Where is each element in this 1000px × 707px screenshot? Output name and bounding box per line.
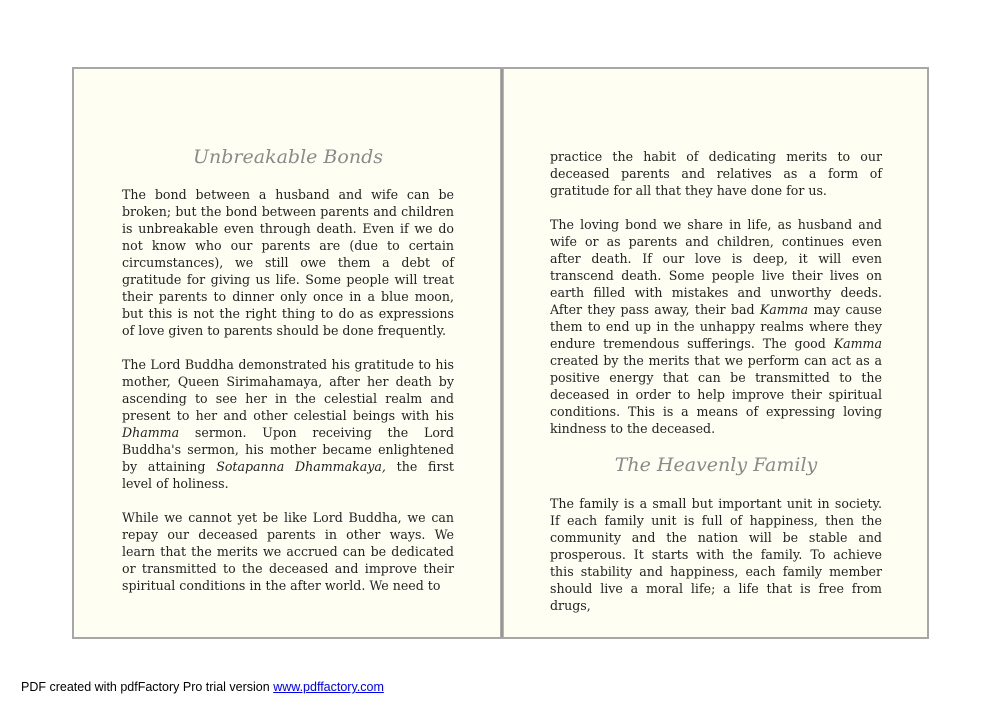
pdf-footer <box>21 680 384 694</box>
right-page-title: The Heavenly Family <box>614 454 818 476</box>
right-p2-text-c: may cause them to end up in the unhappy realms where they endure tremendous sufferings. The good <box>550 302 882 351</box>
left-page <box>74 69 500 637</box>
footer-link[interactable]: www.pdffactory.com <box>273 680 384 694</box>
right-page-content <box>550 148 882 614</box>
right-page <box>504 69 927 637</box>
left-page-content <box>122 146 454 594</box>
left-page-title: Unbreakable Bonds <box>193 146 383 168</box>
left-p2-italic-dhamma: Dhamma <box>122 425 180 440</box>
right-paragraph-3: The family is a small but important unit in society. If each family unit is full of happiness, then the community and the nation will be stable and prosperous. It starts with the family. To achieve this stability and happiness, each family member should live a moral life; a life that is free from drugs, <box>550 496 882 613</box>
left-p2-text-c: sermon. Upon receiving the Lord Buddha's sermon, his mother became enlightened by attaining <box>122 425 454 474</box>
book-spread <box>72 67 929 639</box>
right-p2-text-e: created by the merits that we perform can act as a positive energy that can be transmitted to the deceased in order to help improve their spiritual conditions. This is a means of expressing loving kindness to the deceased. <box>550 353 882 436</box>
right-p2-italic-kamma-1: Kamma <box>759 302 809 317</box>
left-p2-italic-sotapanna: Sotapanna Dhammakaya, <box>216 459 386 474</box>
right-paragraph-1: practice the habit of dedicating merits to our deceased parents and relatives as a form of gratitude for all that they have done for us. <box>550 149 882 198</box>
left-p2-text-a: The Lord Buddha demonstrated his gratitude to his mother, Queen Sirimahamaya, after her death by ascending to see her in the celestial realm and present to her and other celestial beings with his <box>122 357 454 423</box>
right-p2-text-a: The loving bond we share in life, as husband and wife or as parents and children, continues even after death. If our love is deep, it will even transcend death. Some people live their lives on earth filled with mistakes and unworthy deeds. After they pass away, their bad <box>550 217 882 317</box>
right-p2-italic-kamma-2: Kamma <box>833 336 882 351</box>
left-paragraph-2 <box>122 356 454 492</box>
left-paragraph-1: The bond between a husband and wife can be broken; but the bond between parents and children is unbreakable even through death. Even if we do not know who our parents are (due to certain circumstances), we still owe them a debt of gratitude for giving us life. Some people will treat their parents to dinner only once in a blue moon, but this is not the right thing to do as expressions of love given to parents should be done frequently. <box>122 187 454 338</box>
footer-text: PDF created with pdfFactory Pro trial version <box>21 680 274 694</box>
left-p2-text-e: the first level of holiness. <box>122 459 454 491</box>
right-paragraph-2 <box>550 216 882 437</box>
left-paragraph-3: While we cannot yet be like Lord Buddha, we can repay our deceased parents in other ways. We learn that the merits we accrued can be dedicated or transmitted to the deceased and improve their spiritual conditions in the after world. We need to <box>122 510 454 593</box>
